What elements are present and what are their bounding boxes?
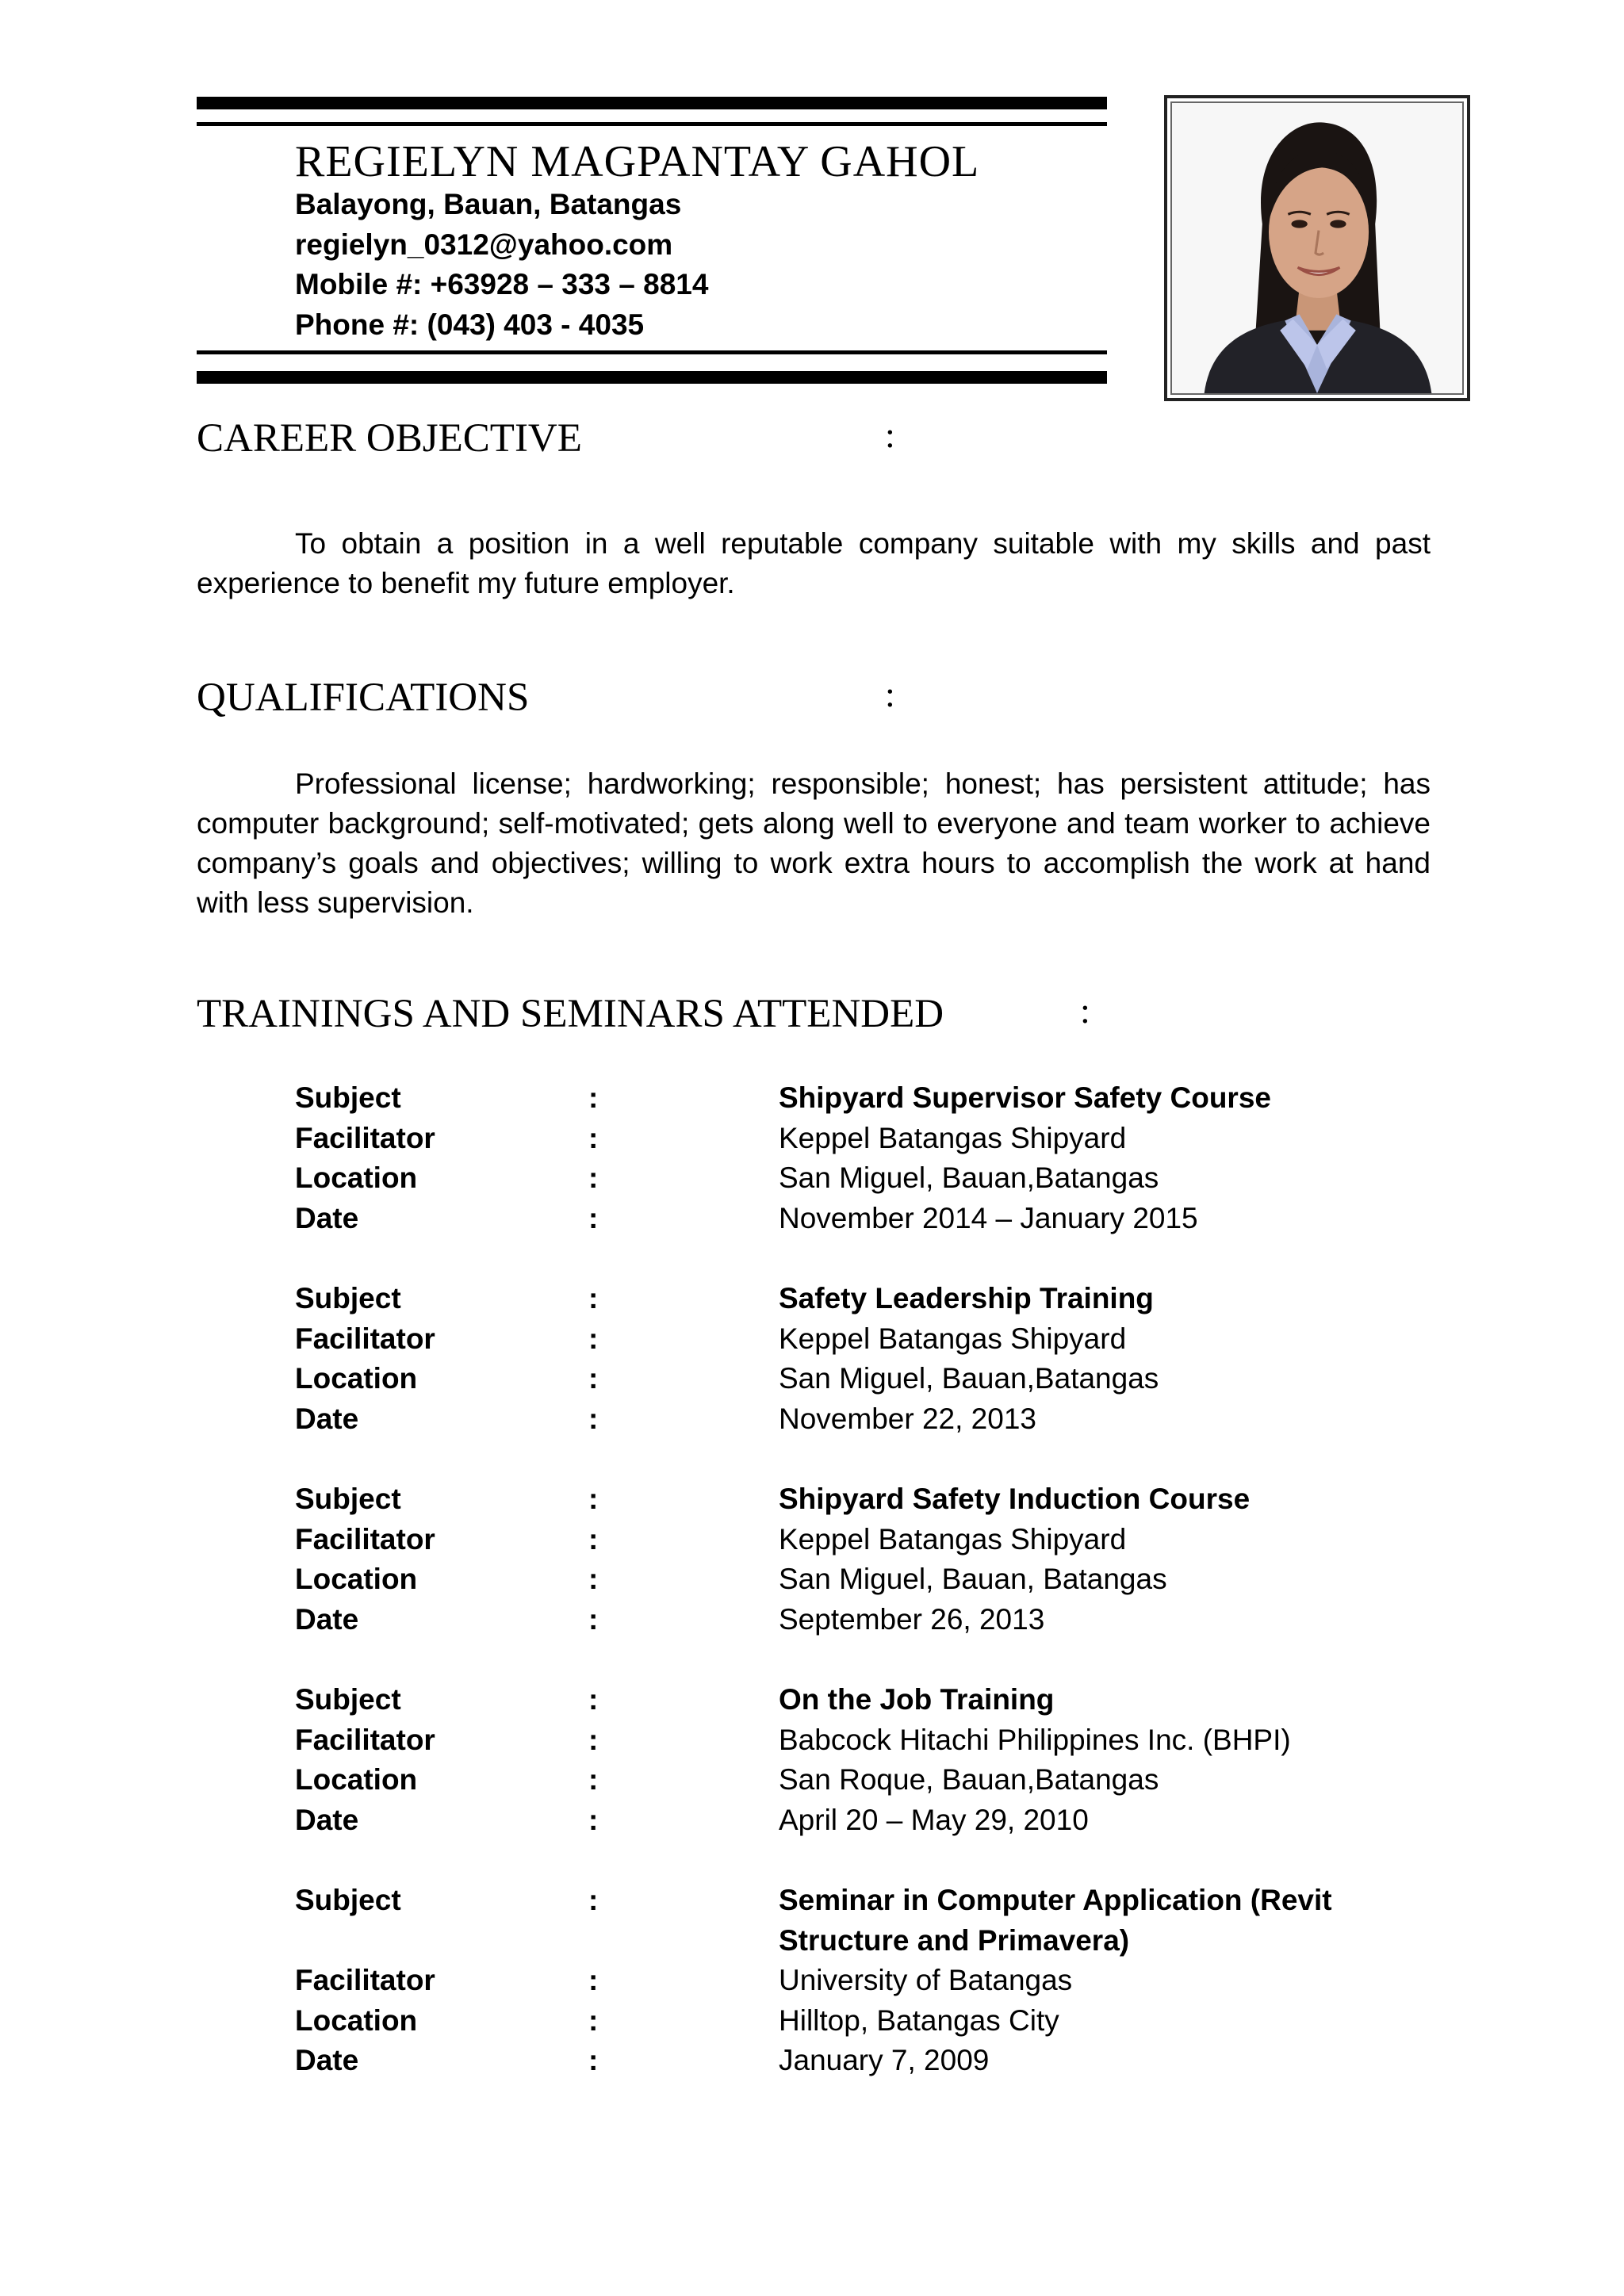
training-subject-value: Safety Leadership Training (779, 1282, 1154, 1314)
training-separator: : (588, 1081, 599, 1114)
training-location-label: Location (295, 1362, 418, 1395)
training-location-value: San Miguel, Bauan,Batangas (779, 1161, 1159, 1194)
training-separator: : (588, 1884, 599, 1916)
training-separator: : (588, 1723, 599, 1756)
training-entry (295, 1881, 1469, 2081)
applicant-name: REGIELYN MAGPANTAY GAHOL (295, 137, 980, 186)
phone-line: Phone #: (043) 403 - 4035 (295, 308, 645, 341)
training-subject-label: Subject (295, 1483, 401, 1515)
trainings-colon: : (1080, 990, 1090, 1031)
training-subject-value: On the Job Training (779, 1683, 1055, 1716)
training-date-value: November 22, 2013 (779, 1402, 1036, 1435)
training-subject-row (295, 1680, 1469, 1720)
training-location-value: San Roque, Bauan,Batangas (779, 1763, 1159, 1796)
training-subject-value: Shipyard Safety Induction Course (779, 1483, 1251, 1515)
address-line: Balayong, Bauan, Batangas (295, 188, 682, 220)
training-facilitator-label: Facilitator (295, 1522, 435, 1556)
training-subject-label: Subject (295, 1884, 401, 1916)
training-separator: : (588, 1964, 599, 1996)
training-separator: : (588, 1282, 599, 1314)
training-separator: : (588, 1683, 599, 1716)
training-entry (295, 1078, 1469, 1238)
training-separator: : (588, 1402, 599, 1435)
training-facilitator-label: Facilitator (295, 1964, 435, 1996)
training-facilitator-row (295, 1119, 1469, 1159)
training-date-row (295, 1199, 1469, 1239)
training-subject-row (295, 1279, 1469, 1319)
training-separator: : (588, 1763, 599, 1796)
training-facilitator-row (295, 1961, 1469, 2001)
qualifications-text: Professional license; hardworking; responsible; honest; has persistent attitude; has computer background; self-motivated; gets along well to everyone and team worker to achieve company’s goals and objectives; willing to work extra hours to accomplish the work at hand with less supervision. (197, 767, 1431, 919)
career-objective-colon: : (885, 415, 895, 455)
training-location-row (295, 1158, 1469, 1199)
qualifications-heading: QUALIFICATIONS (197, 675, 530, 720)
training-location-row (295, 1559, 1469, 1600)
training-separator: : (588, 2003, 599, 2037)
career-objective-text: To obtain a position in a well reputable company suitable with my skills and past experience to benefit my future employer. (197, 527, 1431, 599)
trainings-heading: TRAININGS AND SEMINARS ATTENDED (197, 992, 944, 1036)
training-date-value: September 26, 2013 (779, 1602, 1045, 1636)
training-facilitator-value: Babcock Hitachi Philippines Inc. (BHPI) (779, 1723, 1291, 1756)
header-rule-thin-top (197, 122, 1107, 126)
training-location-label: Location (295, 1161, 418, 1194)
training-subject-row (295, 1881, 1469, 1961)
training-facilitator-row (295, 1720, 1469, 1761)
training-date-label: Date (295, 1803, 359, 1836)
training-facilitator-label: Facilitator (295, 1723, 435, 1756)
training-date-row (295, 1600, 1469, 1640)
portrait-illustration (1172, 103, 1462, 393)
training-date-row (295, 2041, 1469, 2081)
training-separator: : (588, 1201, 599, 1234)
training-separator: : (588, 1362, 599, 1395)
qualifications-colon: : (885, 674, 895, 714)
training-separator: : (588, 1161, 599, 1194)
training-facilitator-row (295, 1319, 1469, 1360)
header-rule-thick-bottom (197, 371, 1107, 384)
training-subject-label: Subject (295, 1683, 401, 1716)
training-date-value: November 2014 – January 2015 (779, 1201, 1198, 1234)
training-separator: : (588, 1563, 599, 1595)
training-location-label: Location (295, 2003, 418, 2037)
training-facilitator-value: Keppel Batangas Shipyard (779, 1322, 1127, 1355)
training-subject-label: Subject (295, 1081, 401, 1114)
training-facilitator-value: Keppel Batangas Shipyard (779, 1522, 1127, 1556)
training-location-row (295, 1359, 1469, 1399)
training-separator: : (588, 1483, 599, 1515)
training-location-label: Location (295, 1563, 418, 1595)
training-date-label: Date (295, 1201, 359, 1234)
training-date-value: April 20 – May 29, 2010 (779, 1803, 1089, 1836)
training-date-row (295, 1800, 1469, 1841)
training-location-row (295, 2001, 1469, 2042)
career-objective-heading: CAREER OBJECTIVE (197, 416, 582, 461)
training-subject-row (295, 1479, 1469, 1520)
training-facilitator-label: Facilitator (295, 1121, 435, 1154)
training-location-value: San Miguel, Bauan,Batangas (779, 1362, 1159, 1395)
header-rule-thin-bottom (197, 350, 1107, 354)
training-facilitator-value: Keppel Batangas Shipyard (779, 1121, 1127, 1154)
training-date-label: Date (295, 2044, 359, 2076)
training-separator: : (588, 1602, 599, 1636)
training-separator: : (588, 2044, 599, 2076)
training-entry (295, 1479, 1469, 1640)
training-subject-row (295, 1078, 1469, 1119)
training-separator: : (588, 1322, 599, 1355)
training-date-label: Date (295, 1602, 359, 1636)
training-subject-value: Seminar in Computer Application (Revit Structure and Primavera) (779, 1884, 1332, 1957)
mobile-line: Mobile #: +63928 – 333 – 8814 (295, 268, 709, 300)
training-date-row (295, 1399, 1469, 1440)
header-rule-thick-top (197, 97, 1107, 109)
training-location-value: Hilltop, Batangas City (779, 2003, 1059, 2037)
training-separator: : (588, 1522, 599, 1556)
profile-photo (1164, 95, 1470, 401)
email-line: regielyn_0312@yahoo.com (295, 228, 673, 261)
training-facilitator-value: University of Batangas (779, 1964, 1073, 1996)
training-facilitator-row (295, 1520, 1469, 1560)
training-separator: : (588, 1121, 599, 1154)
training-separator: : (588, 1803, 599, 1836)
training-entry (295, 1279, 1469, 1439)
training-subject-value: Shipyard Supervisor Safety Course (779, 1081, 1271, 1114)
training-location-value: San Miguel, Bauan, Batangas (779, 1563, 1167, 1595)
training-location-row (295, 1760, 1469, 1800)
trainings-list (295, 1078, 1469, 2122)
training-date-value: January 7, 2009 (779, 2044, 990, 2076)
training-subject-label: Subject (295, 1282, 401, 1314)
training-facilitator-label: Facilitator (295, 1322, 435, 1355)
training-location-label: Location (295, 1763, 418, 1796)
training-entry (295, 1680, 1469, 1840)
training-date-label: Date (295, 1402, 359, 1435)
